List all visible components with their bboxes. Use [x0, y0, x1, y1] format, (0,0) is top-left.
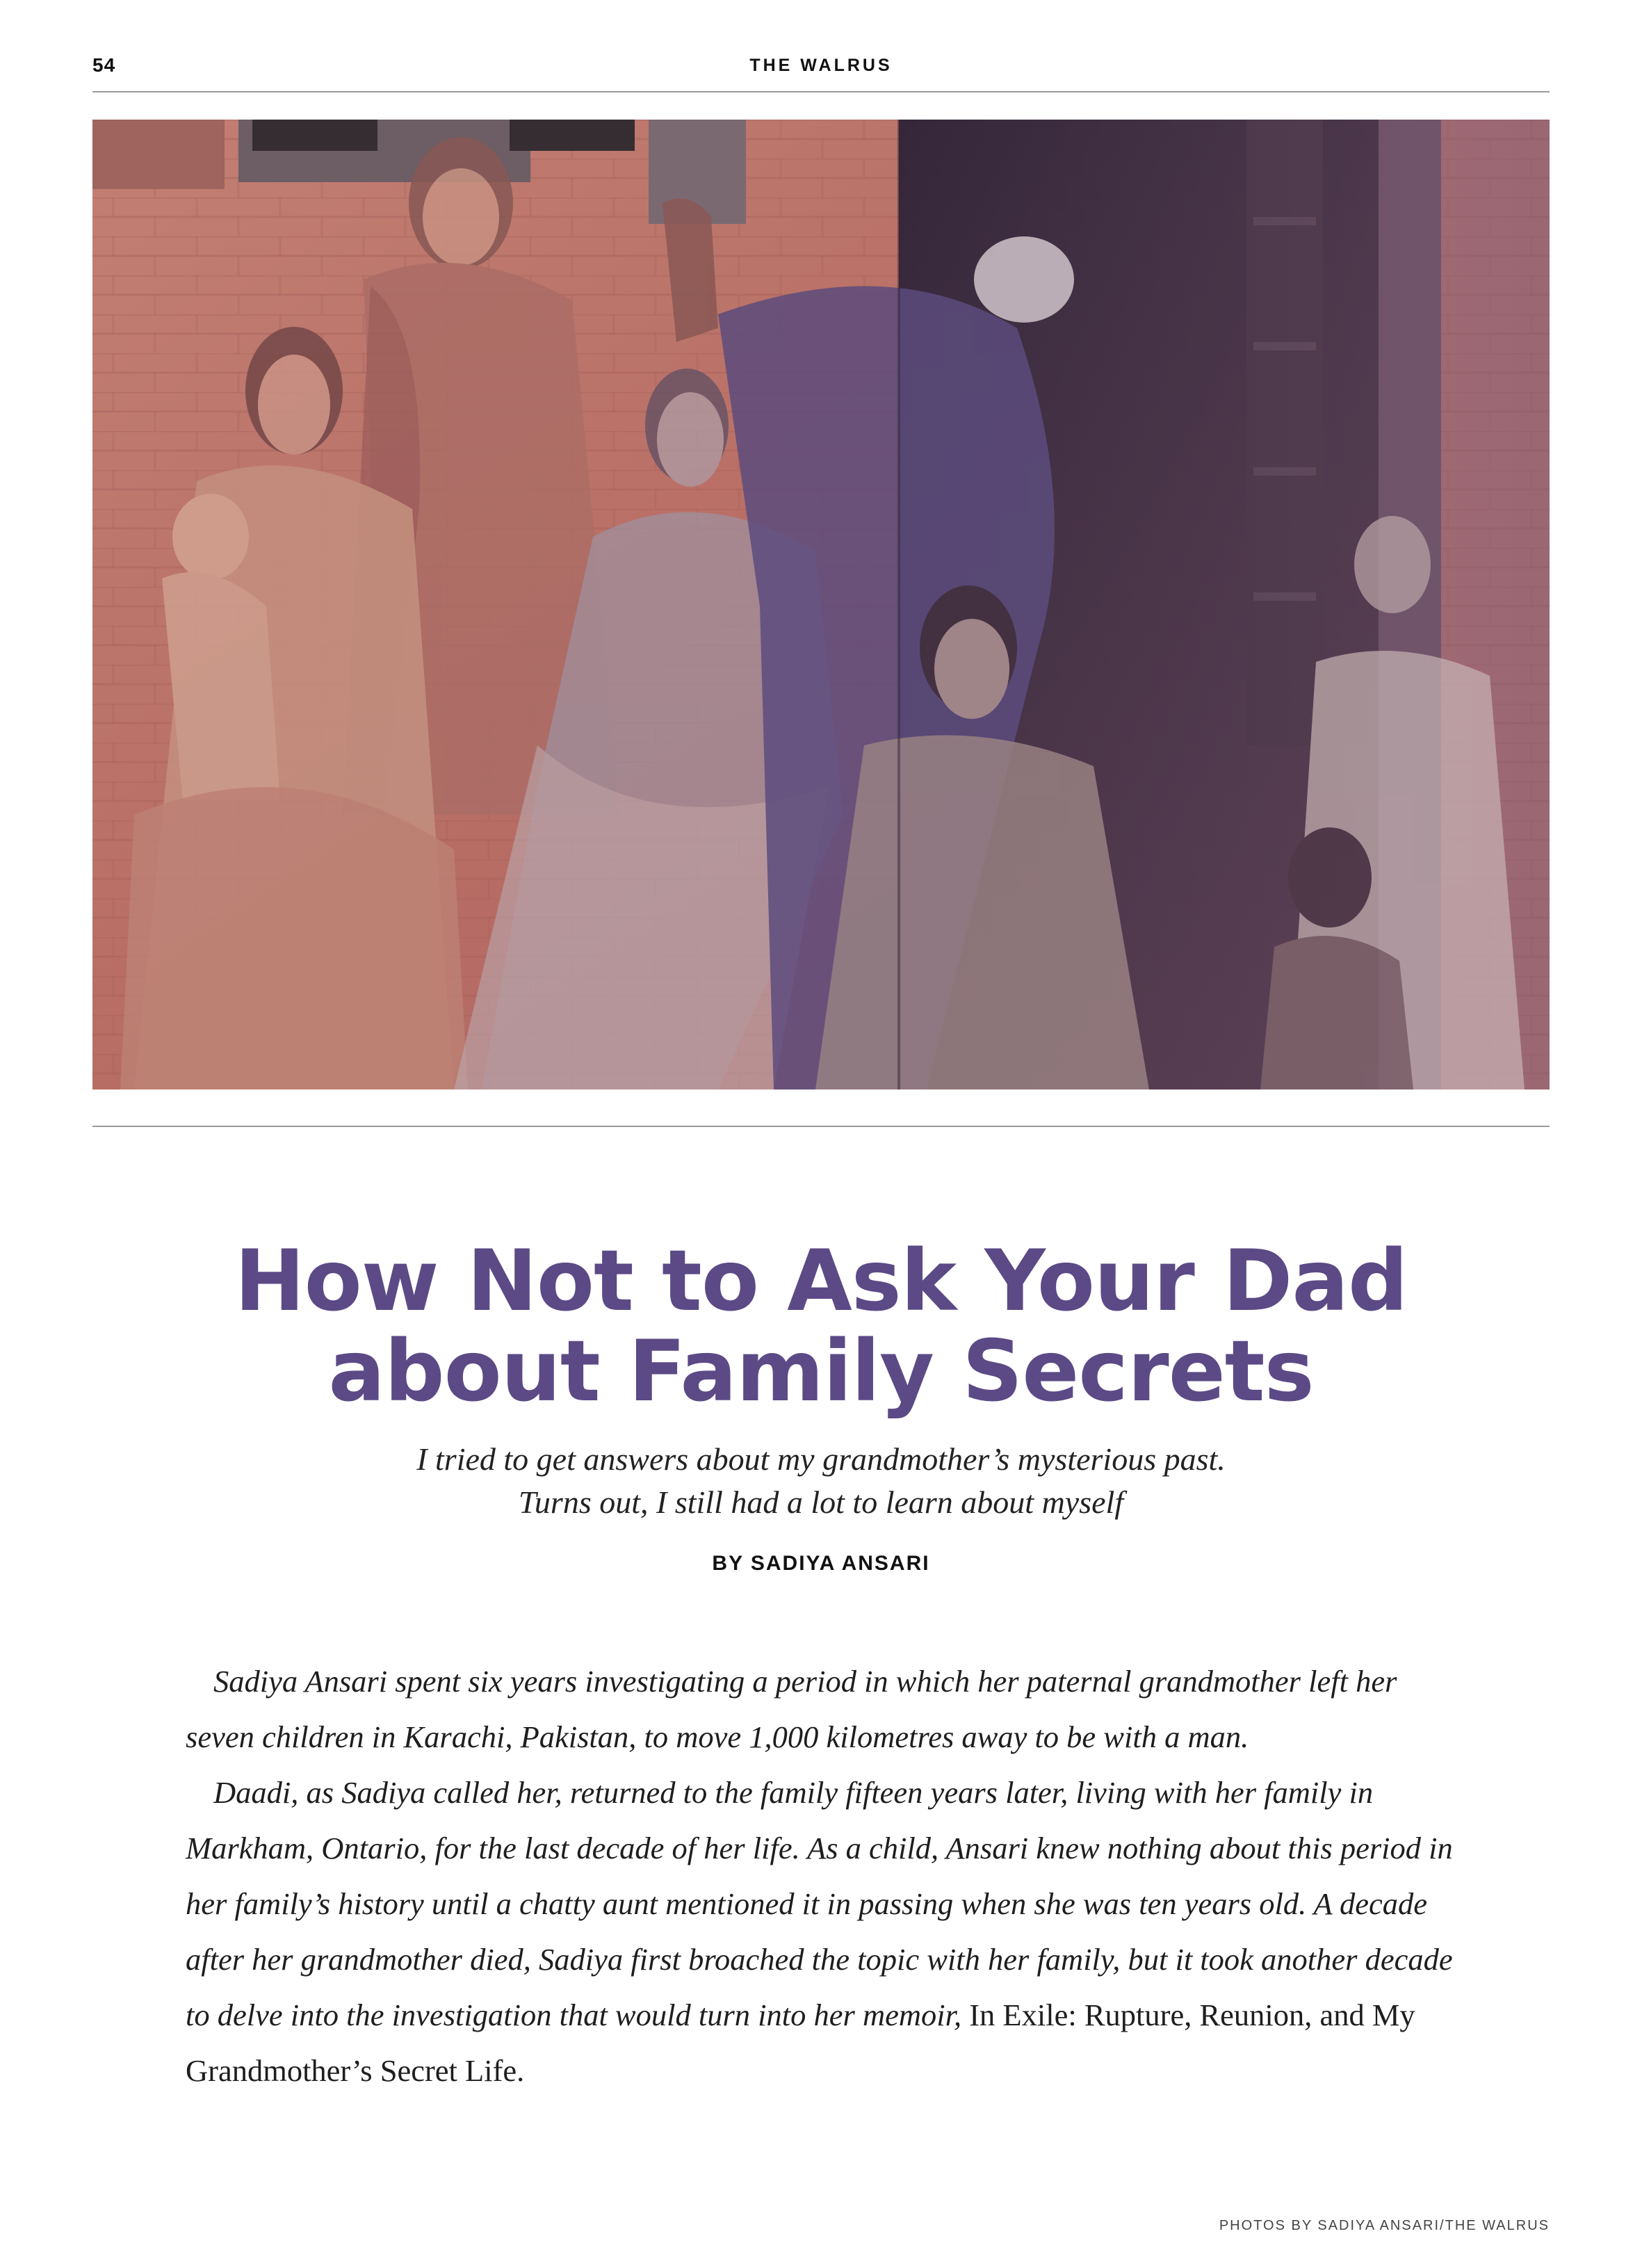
article-dek: [0, 1438, 1642, 1524]
headline-line-1: How Not to Ask Your Dad: [234, 1232, 1408, 1330]
photo-credit: PHOTOS BY SADIYA ANSARI/THE WALRUS: [1219, 2218, 1550, 2233]
byline: BY SADIYA ANSARI: [712, 1552, 930, 1575]
body-paragraph-2: [186, 1765, 1458, 2098]
running-head: THE WALRUS: [749, 56, 893, 75]
article-body: [186, 1653, 1458, 2098]
dek-line-1: I tried to get answers about my grandmother’s mysterious past.: [416, 1441, 1226, 1477]
dek-line-2: Turns out, I still had a lot to learn about myself: [518, 1484, 1124, 1520]
header-rule: [92, 91, 1550, 92]
article-headline: [0, 1232, 1642, 1420]
body-paragraph-1: Sadiya Ansari spent six years investigating a period in which her paternal grandmother left her seven children in Karachi, Pakistan, to move 1,000 kilometres away to be with a man.: [186, 1664, 1397, 1754]
hero-photo-collage: [92, 120, 1550, 1090]
body-paragraph-2-text: Daadi, as Sadiya called her, returned to the family fifteen years later, living with her family in Markham, Ontario, for the last decade of her life. As a child, Ansari knew nothing about this period in her family’s history until a chatty aunt mentioned it in passing when she was ten years old. A decade after her grandmother died, Sadiya first broached the topic with her family, but it took another decade to delve into the investigation that would turn into her memoir,: [186, 1775, 1453, 2032]
hero-bottom-rule: [92, 1126, 1550, 1127]
headline-line-2: about Family Secrets: [328, 1322, 1314, 1420]
book-title: In Exile: Rupture, Reunion, and My Grandmother’s Secret Life.: [186, 1998, 1415, 2088]
page-number: 54: [92, 54, 116, 76]
